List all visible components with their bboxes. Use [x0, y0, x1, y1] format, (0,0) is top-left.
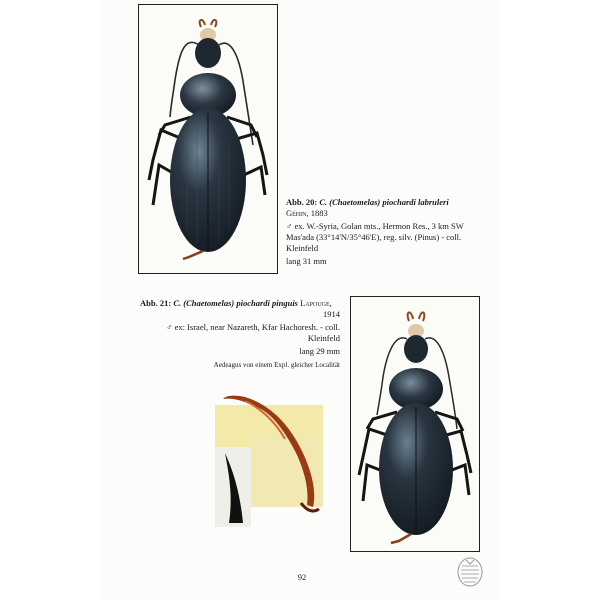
aedeagus-image — [215, 395, 325, 530]
figure-20-photo — [138, 4, 278, 274]
figure-21-label: Abb. 21: — [140, 298, 172, 308]
figure-20-author: Géhin — [286, 208, 307, 218]
figure-20-year: 1883 — [310, 208, 328, 218]
figure-21-photo — [350, 296, 480, 552]
figure-21-note: Aedeagus von einem Expl. gleicher Localität — [213, 361, 340, 369]
figure-20-caption: Abb. 20: C. (Chaetomelas) piochardi labruleri Géhin, 1883 ♂ ex. W.-Syria, Golan mts., Hermon Res., 3 km SW Mas'ada (33°14'N/35°46'E), reg. silv. (Pinus) - coll. Kleinfeld lang 31 mm — [286, 197, 486, 267]
figure-20-locality: ♂ ex. W.-Syria, Golan mts., Hermon Res., 3 km SW Mas'ada (33°14'N/35°46'E), reg. silv. (Pinus) - coll. Kleinfeld — [286, 221, 464, 253]
figure-21-year: 1914 — [323, 309, 340, 319]
beetle-20-image — [139, 5, 277, 273]
figure-20-size: lang 31 mm — [286, 256, 327, 266]
publisher-logo-icon — [454, 556, 486, 588]
figure-20-taxon: C. (Chaetomelas) piochardi labruleri — [319, 197, 449, 207]
aedeagus-photo — [215, 395, 325, 530]
figure-21-size: lang 29 mm — [299, 346, 340, 356]
beetle-21-image — [351, 297, 479, 551]
figure-21-author: Lapouge — [300, 298, 330, 308]
page-number: 92 — [297, 572, 307, 582]
figure-21-taxon: C. (Chaetomelas) piochardi pinguis — [173, 298, 298, 308]
figure-20-label: Abb. 20: — [286, 197, 318, 207]
figure-21-caption: Abb. 21: C. (Chaetomelas) piochardi pinguis Lapouge, 1914 ♂ ex: Israel, near Nazareth, Kfar Hachoresh. - coll. Kleinfeld lang 29 mm Aedeagus von einem Expl. gleicher Localität — [140, 298, 340, 369]
figure-21-locality: ♂ ex: Israel, near Nazareth, Kfar Hachoresh. - coll. Kleinfeld — [166, 322, 340, 343]
